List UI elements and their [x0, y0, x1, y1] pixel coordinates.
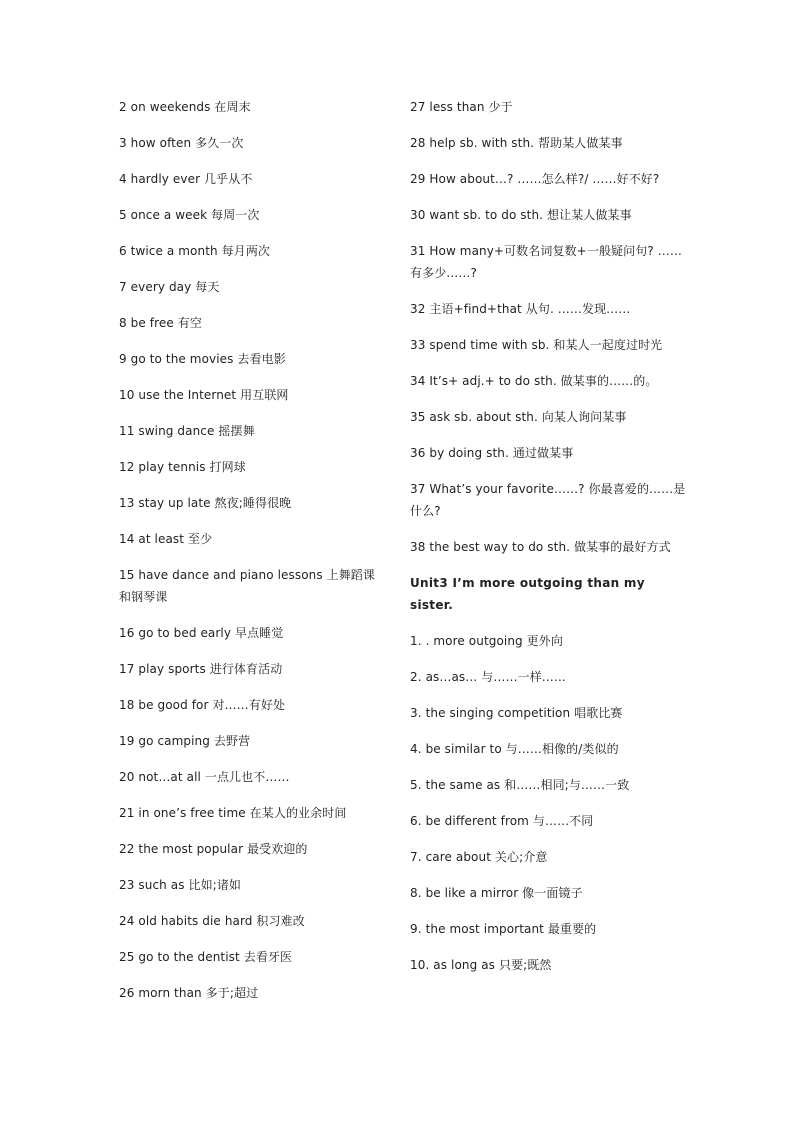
phrase-item: 3. the singing competition 唱歌比赛: [410, 706, 623, 720]
phrase-item: 11 swing dance 摇摆舞: [119, 424, 255, 438]
phrase-item: 16 go to bed early 早点睡觉: [119, 626, 284, 640]
phrase-item: 4. be similar to 与……相像的/类似的: [410, 742, 619, 756]
phrase-item: 18 be good for 对……有好处: [119, 698, 286, 712]
phrase-item: 1. . more outgoing 更外向: [410, 634, 563, 648]
phrase-item: 36 by doing sth. 通过做某事: [410, 446, 574, 460]
phrase-item: 19 go camping 去野营: [119, 734, 251, 748]
phrase-item: 38 the best way to do sth. 做某事的最好方式: [410, 540, 671, 554]
phrase-item: 14 at least 至少: [119, 532, 213, 546]
phrase-item: 37 What’s your favorite……? 你最喜爱的……是什么?: [410, 482, 686, 518]
phrase-item: 20 not…at all 一点儿也不……: [119, 770, 290, 784]
phrase-item: 33 spend time with sb. 和某人一起度过时光: [410, 338, 663, 352]
phrase-item: 6 twice a month 每月两次: [119, 244, 271, 258]
phrase-item: 7 every day 每天: [119, 280, 220, 294]
phrase-item: 22 the most popular 最受欢迎的: [119, 842, 308, 856]
phrase-item: 9. the most important 最重要的: [410, 922, 597, 936]
phrase-item: 24 old habits die hard 积习难改: [119, 914, 305, 928]
unit-heading: Unit3 I’m more outgoing than my sister.: [410, 576, 645, 612]
phrase-item: 15 have dance and piano lessons 上舞蹈课和钢琴课: [119, 568, 376, 604]
phrase-item: 34 It’s+ adj.+ to do sth. 做某事的……的。: [410, 374, 658, 388]
phrase-item: 8. be like a mirror 像一面镜子: [410, 886, 583, 900]
phrase-item: 21 in one’s free time 在某人的业余时间: [119, 806, 347, 820]
phrase-item: 10. as long as 只要;既然: [410, 958, 552, 972]
phrase-item: 28 help sb. with sth. 帮助某人做某事: [410, 136, 623, 150]
phrase-item: 31 How many+可数名词复数+一般疑问句? ……有多少……?: [410, 244, 682, 280]
phrase-item: 10 use the Internet 用互联网: [119, 388, 289, 402]
phrase-item: 3 how often 多久一次: [119, 136, 244, 150]
left-column: [119, 96, 381, 1018]
phrase-item: 30 want sb. to do sth. 想让某人做某事: [410, 208, 632, 222]
phrase-item: 35 ask sb. about sth. 向某人询问某事: [410, 410, 627, 424]
phrase-item: 17 play sports 进行体育活动: [119, 662, 283, 676]
phrase-item: 9 go to the movies 去看电影: [119, 352, 286, 366]
phrase-item: 12 play tennis 打网球: [119, 460, 246, 474]
phrase-item: 27 less than 少于: [410, 100, 513, 114]
phrase-item: 25 go to the dentist 去看牙医: [119, 950, 293, 964]
phrase-item: 7. care about 关心;介意: [410, 850, 548, 864]
phrase-item: 4 hardly ever 几乎从不: [119, 172, 253, 186]
phrase-item: 23 such as 比如;诸如: [119, 878, 242, 892]
phrase-item: 13 stay up late 熬夜;睡得很晚: [119, 496, 292, 510]
phrase-item: 2 on weekends 在周末: [119, 100, 251, 114]
phrase-item: 29 How about…? ……怎么样?/ ……好不好?: [410, 172, 660, 186]
phrase-item: 2. as…as… 与……一样……: [410, 670, 566, 684]
phrase-item: 5 once a week 每周一次: [119, 208, 260, 222]
right-column: [410, 96, 690, 990]
phrase-item: 26 morn than 多于;超过: [119, 986, 259, 1000]
phrase-item: 5. the same as 和……相同;与……一致: [410, 778, 630, 792]
phrase-item: 8 be free 有空: [119, 316, 202, 330]
phrase-item: 6. be different from 与……不同: [410, 814, 594, 828]
phrase-item: 32 主语+find+that 从句. ……发现……: [410, 302, 631, 316]
